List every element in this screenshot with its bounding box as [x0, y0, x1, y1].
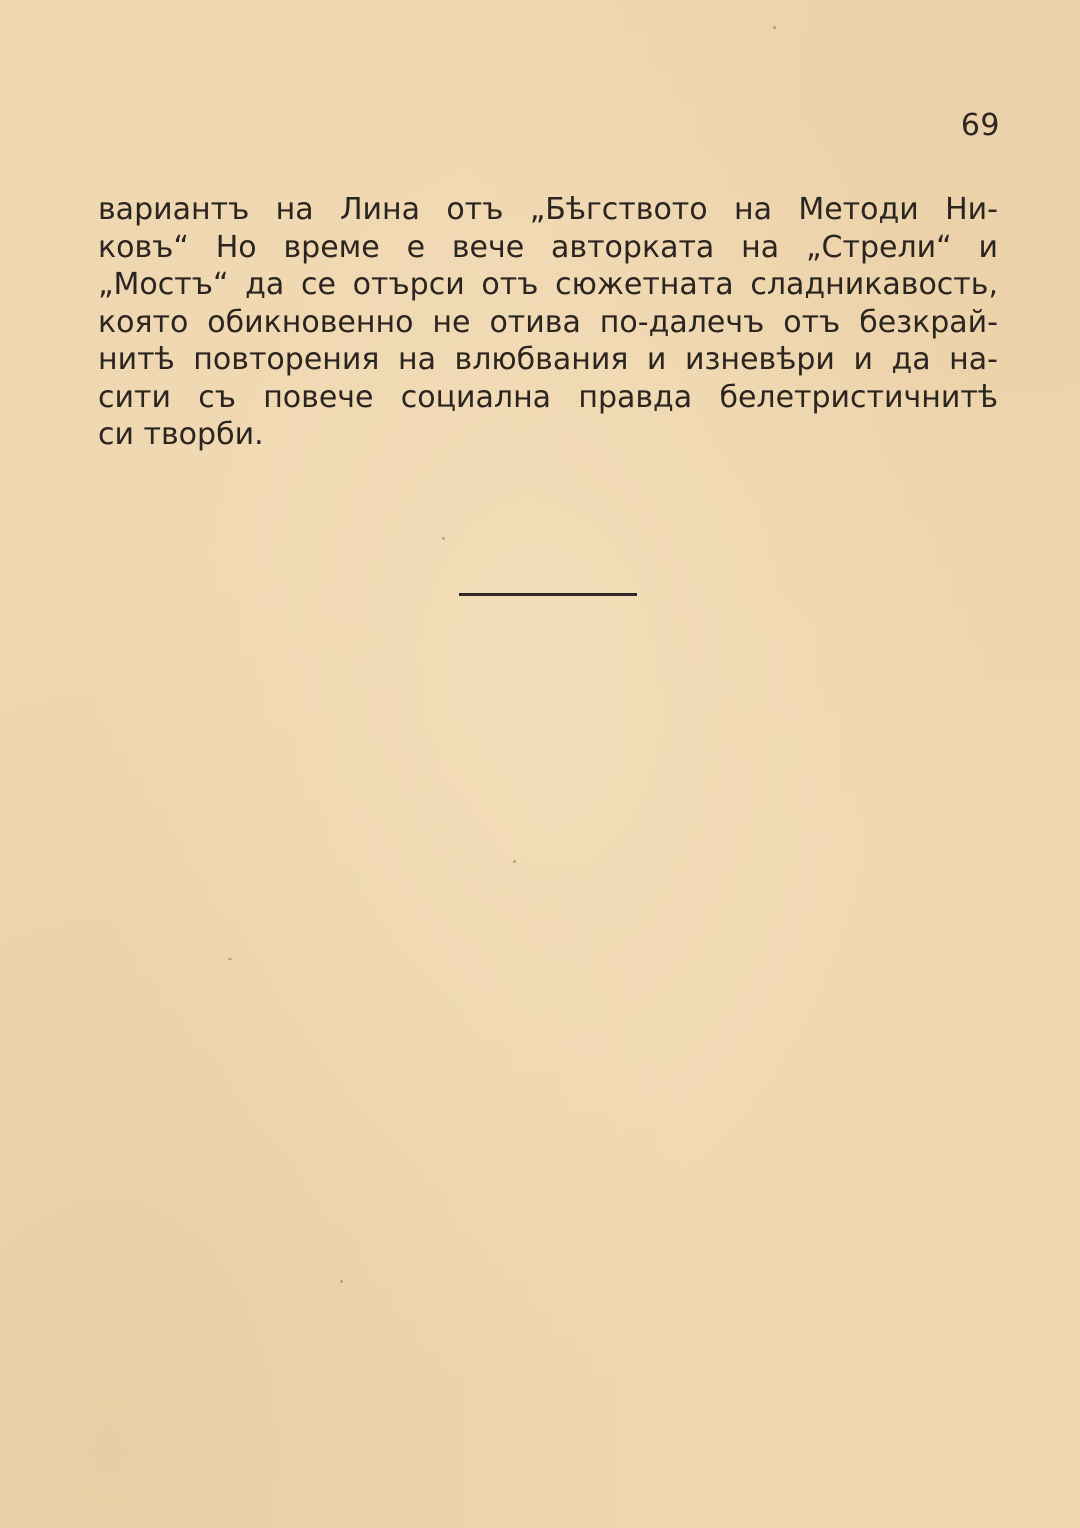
- paragraph-line: вариантъ на Лина отъ „Бѣгството на Методи Ни-: [98, 192, 998, 227]
- page-number: 69: [960, 108, 1000, 143]
- section-divider: [459, 593, 637, 596]
- paragraph: [98, 191, 998, 454]
- paragraph-line: сити съ повече социална правда белетристичнитѣ: [98, 379, 998, 415]
- paragraph-line: ковъ“ Но време е вече авторката на „Стрели“ и: [98, 229, 998, 265]
- paragraph-line: която обикновенно не отива по-далечъ отъ безкрай-: [98, 304, 998, 340]
- paper-speck: [228, 958, 232, 960]
- paper-speck: [773, 26, 776, 29]
- paper-speck: [513, 860, 516, 863]
- paragraph-line: си творби.: [98, 417, 264, 452]
- paragraph-line: „Мостъ“ да се отърси отъ сюжетната сладникавость,: [98, 267, 998, 302]
- paper-speck: [340, 1280, 343, 1283]
- paper-speck: [442, 537, 445, 540]
- paragraph-line: нитѣ повторения на влюбвания и изневѣри и да на-: [98, 342, 998, 377]
